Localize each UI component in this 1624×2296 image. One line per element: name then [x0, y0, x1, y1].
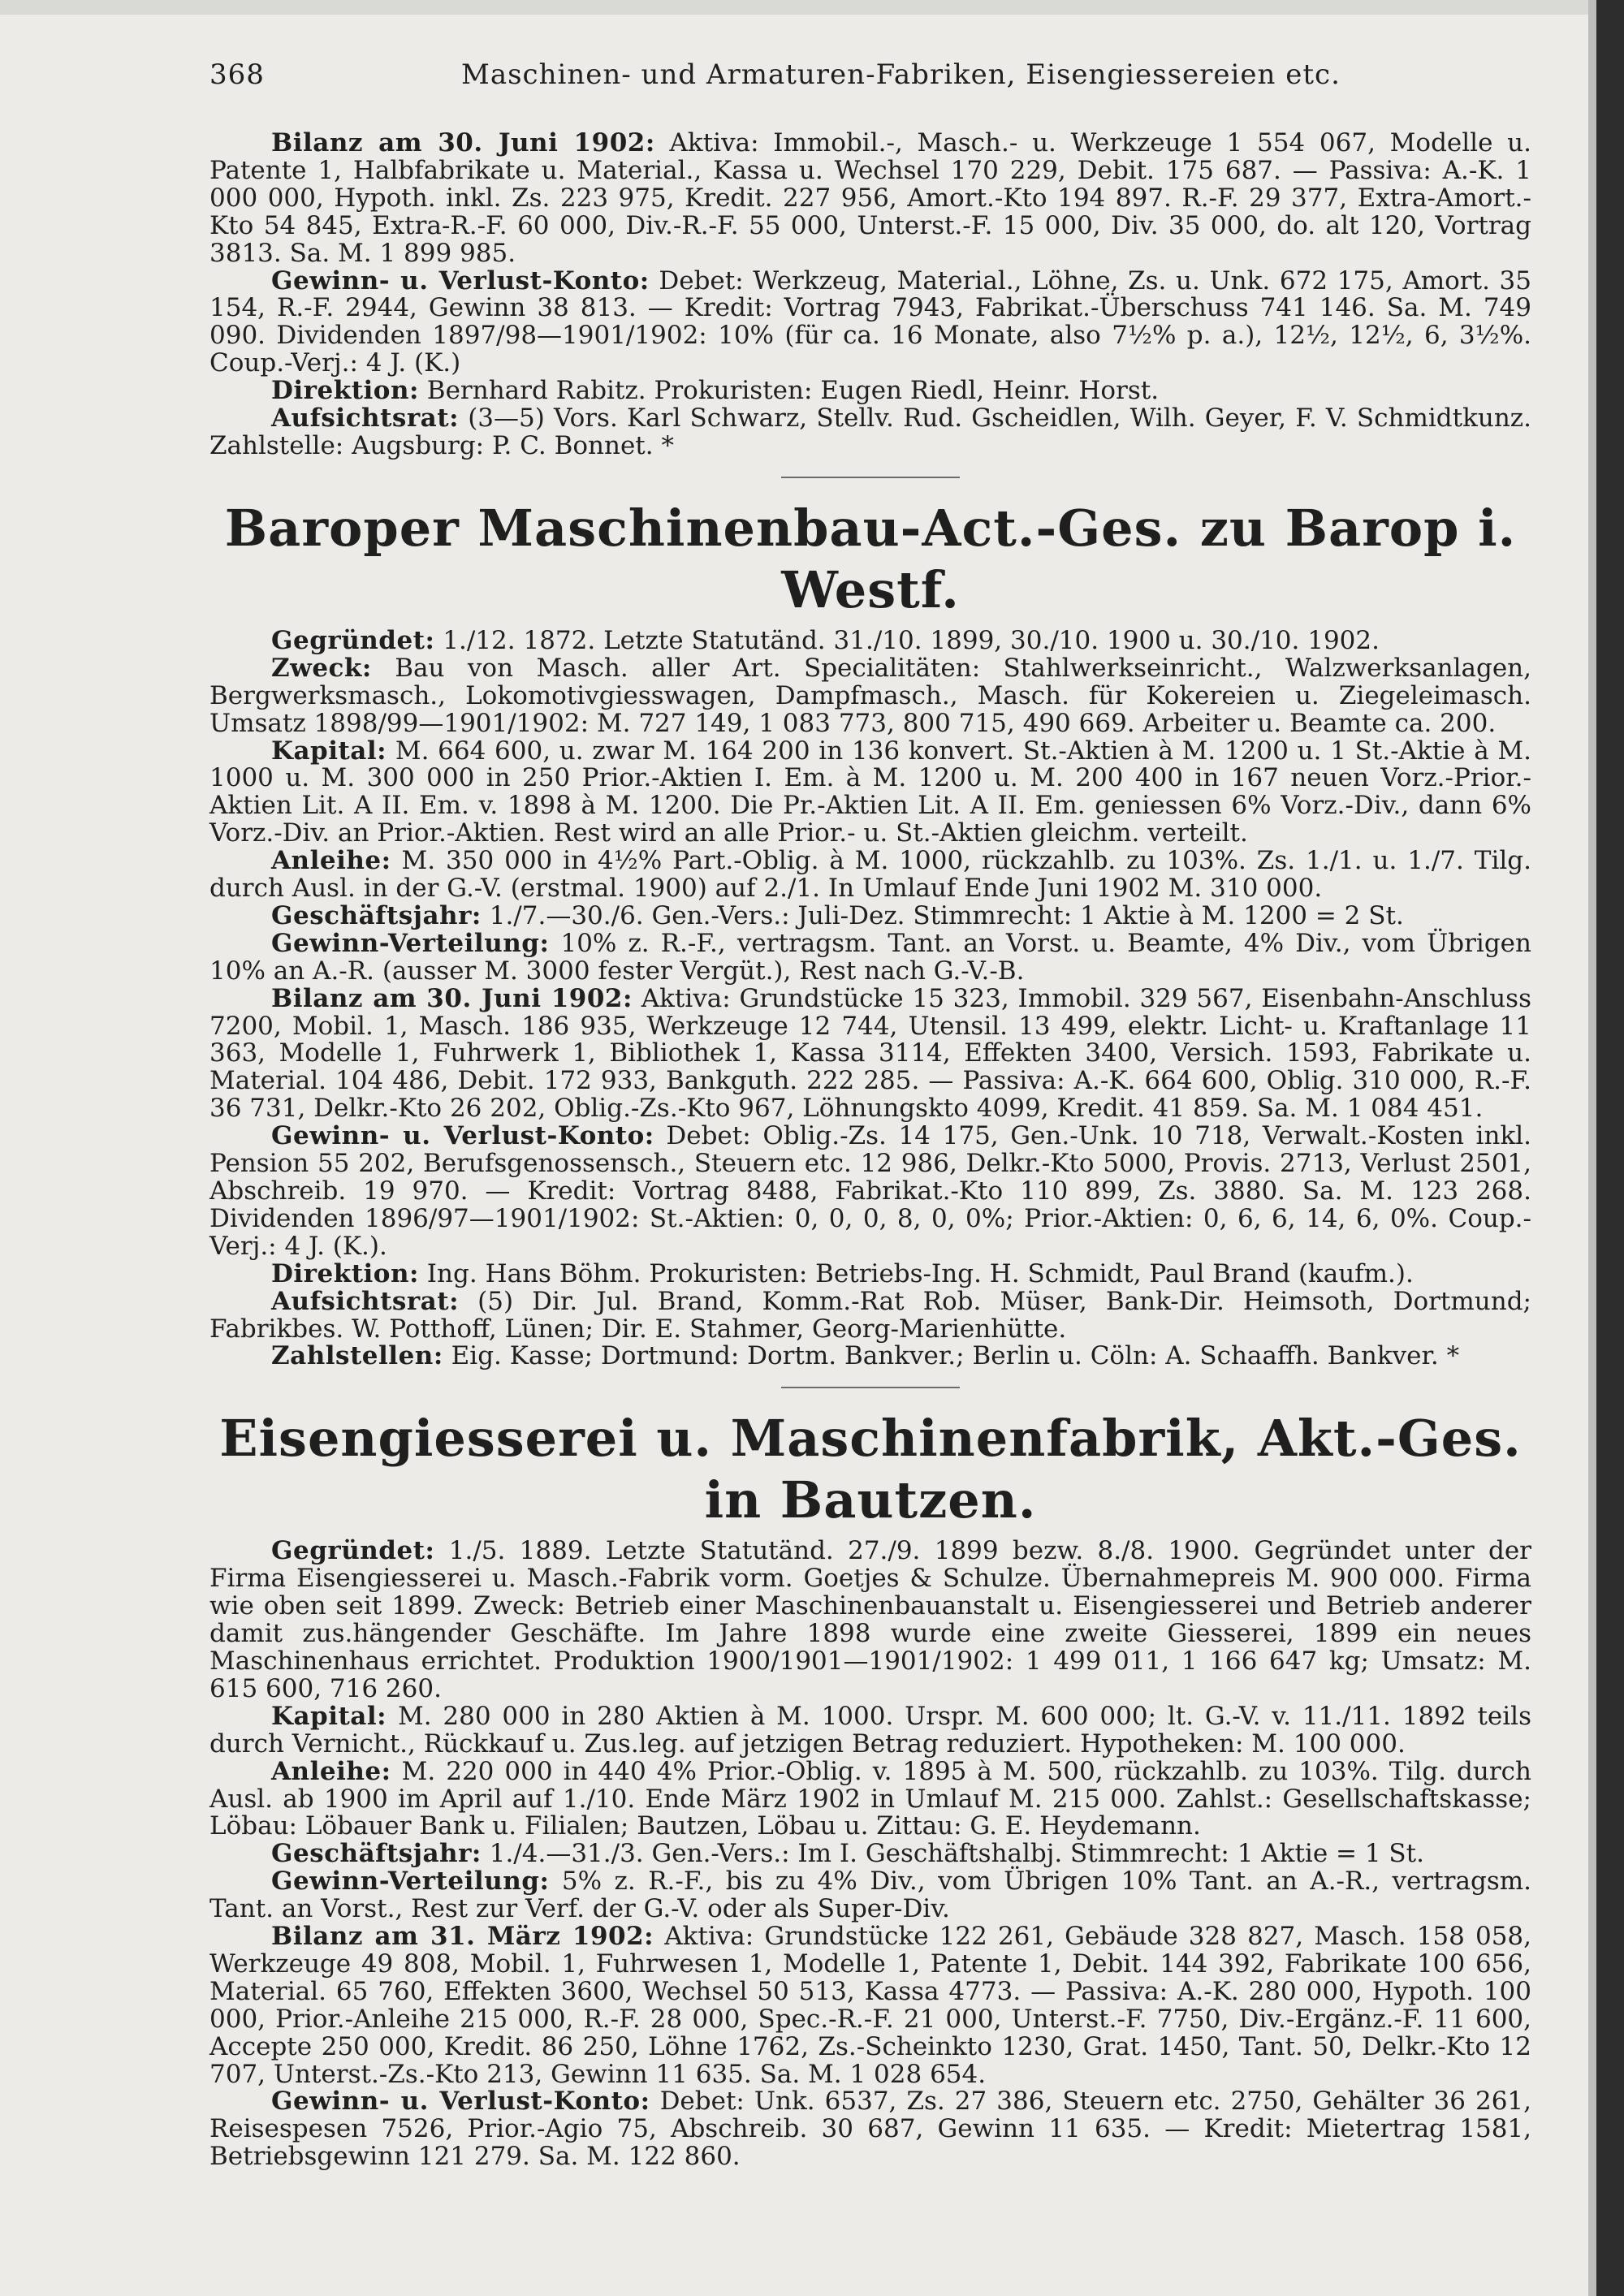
paragraph-label: Zweck:	[271, 653, 372, 683]
paragraph-label: Direktion:	[271, 1258, 419, 1288]
paragraph-text: Bernhard Rabitz. Prokuristen: Eugen Riedl, Heinr. Horst.	[418, 376, 1160, 406]
entry-paragraph	[209, 2088, 1531, 2171]
company-title: Eisengiesserei u. Maschinenfabrik, Akt.-Ges. in Bautzen.	[219, 1409, 1522, 1530]
entry-paragraph	[209, 848, 1531, 903]
entry-paragraph	[209, 983, 1531, 1124]
entry-paragraph	[209, 1703, 1531, 1759]
paragraph-text: M. 664 600, u. zwar M. 164 200 in 136 konvert. St.-Aktien à M. 1200 u. 1 St.-Aktie à M. 1000 u. M. 300 000 in 250 Prior.-Aktien I. Em. à M. 1200 u. M. 200 400 in 167 neuen Vorz.-Prior.-Aktien Lit. A II. Em. v. 1898 à M. 1200. Die Pr.-Aktien Lit. A II. Em. geniessen 6% Vorz.-Div., dann 6% Vorz.-Div. an Prior.-Aktien. Rest wird an alle Prior.- u. St.-Aktien gleichm. verteilt.	[209, 736, 1531, 848]
entry-paragraph	[209, 265, 1532, 378]
paragraph-text: Debet: Oblig.-Zs. 14 175, Gen.-Unk. 10 718, Verwalt.-Kosten inkl. Pension 55 202, Berufsgenossensch., Steuern etc. 12 986, Delkr.-Kto 5000, Provis. 2713, Verlust 2501, Abschreib. 19 970. — Kredit: Vortrag 8488, Fabrikat.-Kto 110 899, Zs. 3880. Sa. M. 123 268. Dividenden 1896/97—1901/1902: St.-Aktien: 0, 0, 0, 8, 0, 0%; Prior.-Aktien: 0, 6, 6, 14, 6, 0%. Coup.-Verj.: 4 J. (K.).	[209, 1121, 1531, 1261]
entry-paragraph	[209, 1123, 1531, 1261]
paragraph-label: Bilanz am 30. Juni 1902:	[271, 983, 633, 1013]
entry-paragraph	[209, 1288, 1531, 1344]
section-divider	[781, 477, 960, 478]
scan-dark-edge	[1596, 0, 1624, 2296]
paragraph-text: (3—5) Vors. Karl Schwarz, Stellv. Rud. Gscheidlen, Wilh. Geyer, F. V. Schmidtkunz. Zahlstelle: Augsburg: P. C. Bonnet. *	[209, 404, 1531, 460]
paragraph-text: M. 220 000 in 440 4% Prior.-Oblig. v. 1895 à M. 500, rückzahlb. zu 103%. Tilg. durch Ausl. ab 1900 im April auf 1./10. Ende März 1902 in Umlauf M. 215 000. Zahlst.: Gesellschaftskasse; Löbau: Löbauer Bank u. Filialen; Bautzen, Löbau u. Zittau: G. E. Heydemann.	[209, 1756, 1531, 1841]
paragraph-text: Bau von Masch. aller Art. Specialitäten: Stahlwerkseinricht., Walzwerksanlagen, Bergwerksmasch., Lokomotivgiesswagen, Dampfmasch., Masch. für Kokereien u. Ziegeleimasch. Umsatz 1898/99—1901/1902: M. 727 149, 1 083 773, 800 715, 490 669. Arbeiter u. Beamte ca. 200.	[209, 653, 1531, 738]
paragraph-text: Eig. Kasse; Dortmund: Dortm. Bankver.; Berlin u. Cöln: A. Schaaffh. Bankver. *	[443, 1341, 1460, 1371]
paragraph-text: Aktiva: Grundstücke 15 323, Immobil. 329 567, Eisenbahn-Anschluss 7200, Mobil. 1, Masch. 186 935, Werkzeuge 12 744, Utensil. 13 499, elektr. Licht- u. Kraftanlage 11 363, Modelle 1, Fuhrwerk 1, Bibliothek 1, Kassa 3114, Effekten 3400, Versich. 1593, Fabrikate u. Material. 104 486, Debit. 172 933, Bankguth. 222 285. — Passiva: A.-K. 664 600, Oblig. 310 000, R.-F. 36 731, Delkr.-Kto 26 202, Oblig.-Zs.-Kto 967, Löhnungskto 4099, Kredit. 41 859. Sa. M. 1 084 451.	[209, 983, 1531, 1124]
paragraph-text: 10% z. R.-F., vertragsm. Tant. an Vorst. u. Beamte, 4% Div., vom Übrigen 10% an A.-R. (ausser M. 3000 fester Vergüt.), Rest nach G.-V.-B.	[209, 928, 1531, 986]
entry-paragraph	[209, 1868, 1531, 1923]
entry-paragraph	[209, 1538, 1531, 1703]
paragraph-label: Gegründet:	[271, 625, 435, 655]
page-content	[209, 58, 1531, 2171]
paragraph-label: Anleihe:	[271, 846, 391, 876]
paragraph-label: Gewinn- u. Verlust-Konto:	[271, 2087, 650, 2117]
paragraph-text: 1./7.—30./6. Gen.-Vers.: Juli-Dez. Stimmrecht: 1 Aktie à M. 1200 = 2 St.	[481, 900, 1404, 930]
entry-paragraph	[209, 625, 1531, 655]
paragraph-text: Debet: Werkzeug, Material., Löhne, Zs. u. Unk. 672 175, Amort. 35 154, R.-F. 2944, Gewinn 38 813. — Kredit: Vortrag 7943, Fabrikat.-Überschuss 741 146. Sa. M. 749 090. Dividenden 1897/98—1901/1902: 10% (für ca. 16 Monate, also 7½% p. a.), 12½, 12½, 6, 3½%. Coup.-Verj.: 4 J. (K.)	[209, 265, 1532, 378]
entry-paragraph	[209, 1258, 1531, 1288]
paragraph-label: Bilanz am 31. März 1902:	[271, 1922, 654, 1952]
paragraph-text: 5% z. R.-F., bis zu 4% Div., vom Übrigen 10% Tant. an A.-R., vertragsm. Tant. an Vorst., Rest zur Verf. der G.-V. oder als Super-Div.	[209, 1867, 1531, 1924]
entry-bautzen	[209, 1408, 1531, 2171]
section-divider	[781, 1387, 960, 1388]
paragraph-label: Kapital:	[271, 736, 387, 766]
entry-paragraph	[209, 738, 1531, 848]
entry-baroper	[209, 498, 1531, 1370]
entry-paragraph	[209, 1923, 1531, 2088]
paragraph-label: Aufsichtsrat:	[271, 1286, 460, 1316]
running-title: Maschinen- und Armaturen-Fabriken, Eisengiessereien etc.	[461, 58, 1341, 91]
paragraph-text: (5) Dir. Jul. Brand, Komm.-Rat Rob. Müser, Bank-Dir. Heimsoth, Dortmund; Fabrikbes. W. Potthoff, Lünen; Dir. E. Stahmer, Georg-Marienhütte.	[209, 1286, 1531, 1344]
paragraph-label: Gewinn- u. Verlust-Konto:	[271, 1121, 654, 1151]
paragraph-text: M. 280 000 in 280 Aktien à M. 1000. Urspr. M. 600 000; lt. G.-V. v. 11./11. 1892 teils durch Vernicht., Rückkauf u. Zus.leg. auf jetzigen Betrag reduziert. Hypotheken: M. 100 000.	[209, 1701, 1531, 1759]
entry-paragraph	[209, 655, 1531, 738]
paragraph-text: 1./5. 1889. Letzte Statutänd. 27./9. 1899 bezw. 8./8. 1900. Gegründet unter der Firma Eisengiesserei u. Masch.-Fabrik vorm. Goetjes & Schulze. Übernahmepreis M. 900 000. Firma wie oben seit 1899. Zweck: Betrieb einer Maschinenbauanstalt u. Eisengiesserei und Betrieb anderer damit zus.hängender Geschäfte. Im Jahre 1898 wurde eine zweite Giesserei, 1899 ein neues Maschinenhaus errichtet. Produktion 1900/1901—1901/1902: 1 499 011, 1 166 647 kg; Umsatz: M. 615 600, 716 260.	[209, 1536, 1531, 1703]
paragraph-text: Debet: Unk. 6537, Zs. 27 386, Steuern etc. 2750, Gehälter 36 261, Reisespesen 7526, Prior.-Agio 75, Abschreib. 30 687, Gewinn 11 635. — Kredit: Mietertrag 1581, Betriebsgewinn 121 279. Sa. M. 122 860.	[209, 2087, 1531, 2172]
paragraph-text: 1./4.—31./3. Gen.-Vers.: Im I. Geschäftshalbj. Stimmrecht: 1 Aktie = 1 St.	[481, 1839, 1424, 1869]
paragraph-label: Geschäftsjahr:	[271, 900, 482, 930]
paragraph-label: Zahlstellen:	[271, 1341, 443, 1371]
paragraph-label: Kapital:	[271, 1701, 387, 1731]
entry-paragraph	[209, 1841, 1531, 1868]
page-number: 368	[209, 58, 265, 91]
paragraph-label: Anleihe:	[271, 1756, 391, 1786]
scan-edge-shadow	[1588, 0, 1596, 2296]
paragraph-label: Aufsichtsrat:	[271, 404, 460, 434]
paragraph-label: Gewinn- u. Verlust-Konto:	[271, 265, 650, 296]
entry-paragraph	[209, 930, 1531, 986]
paragraph-label: Direktion:	[271, 376, 419, 406]
paragraph-label: Gewinn-Verteilung:	[271, 1867, 550, 1897]
company-title: Baroper Maschinenbau-Act.-Ges. zu Barop i. Westf.	[224, 498, 1517, 619]
entry-paragraph	[209, 378, 1531, 405]
entry-paragraph	[209, 900, 1531, 930]
entry-paragraph	[209, 405, 1531, 460]
paragraph-text: Aktiva: Grundstücke 122 261, Gebäude 328 827, Masch. 158 058, Werkzeuge 49 808, Mobil. 1, Fuhrwesen 1, Modelle 1, Patente 1, Debit. 144 392, Fabrikate 100 656, Material. 65 760, Effekten 3600, Wechsel 50 513, Kassa 4773. — Passiva: A.-K. 280 000, Hypoth. 100 000, Prior.-Anleihe 215 000, R.-F. 28 000, Spec.-R.-F. 21 000, Unterst.-F. 7750, Div.-Ergänz.-F. 11 600, Accepte 250 000, Kredit. 86 250, Löhne 1762, Zs.-Scheinkto 1230, Grat. 1450, Tant. 50, Delkr.-Kto 12 707, Unterst.-Zs.-Kto 213, Gewinn 11 635. Sa. M. 1 028 654.	[209, 1922, 1532, 2089]
paragraph-text: 1./12. 1872. Letzte Statutänd. 31./10. 1899, 30./10. 1900 u. 30./10. 1902.	[434, 625, 1380, 655]
paragraph-text: M. 350 000 in 4½% Part.-Oblig. à M. 1000, rückzahlb. zu 103%. Zs. 1./1. u. 1./7. Tilg. durch Ausl. in der G.-V. (erstmal. 1900) auf 2./1. In Umlauf Ende Juni 1902 M. 310 000.	[209, 846, 1531, 904]
paragraph-label: Gewinn-Verteilung:	[271, 928, 550, 958]
entry-paragraph	[209, 1343, 1531, 1370]
paragraph-label: Gegründet:	[271, 1536, 435, 1566]
paragraph-label: Geschäftsjahr:	[271, 1839, 482, 1869]
paragraph-text: Aktiva: Immobil.-, Masch.- u. Werkzeuge 1 554 067, Modelle u. Patente 1, Halbfabrikate u. Material., Kassa u. Wechsel 170 229, Debit. 175 687. — Passiva: A.-K. 1 000 000, Hypoth. inkl. Zs. 223 975, Kredit. 227 956, Amort.-Kto 194 897. R.-F. 29 377, Extra-Amort.-Kto 54 845, Extra-R.-F. 60 000, Div.-R.-F. 55 000, Unterst.-F. 15 000, Div. 35 000, do. alt 120, Vortrag 3813. Sa. M. 1 899 985.	[209, 128, 1531, 268]
paragraph-label: Bilanz am 30. Juni 1902:	[271, 128, 655, 158]
entry-continuation	[209, 130, 1531, 460]
paragraph-text: Ing. Hans Böhm. Prokuristen: Betriebs-Ing. H. Schmidt, Paul Brand (kaufm.).	[418, 1258, 1414, 1288]
scan-top-shadow	[0, 0, 1624, 15]
entry-paragraph	[209, 130, 1531, 268]
page-header	[209, 58, 1531, 101]
entry-paragraph	[209, 1756, 1531, 1841]
